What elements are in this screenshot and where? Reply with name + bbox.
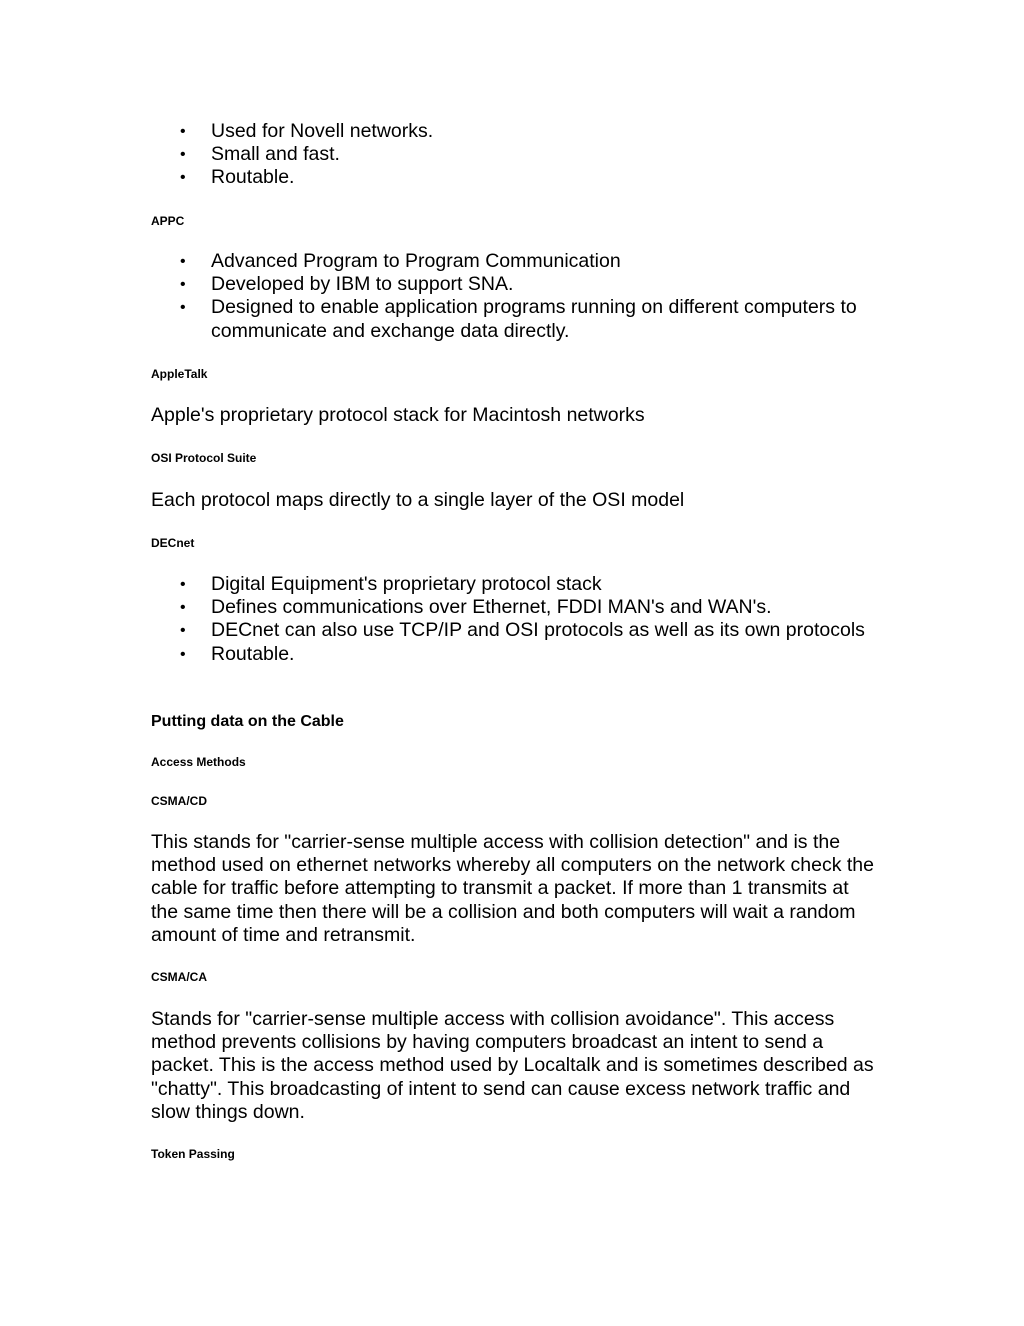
csma-ca-heading: CSMA/CA <box>151 970 207 984</box>
list-item: • Designed to enable application programs running on different computers to communicate and exchange data directly. <box>151 296 871 342</box>
list-item: • Small and fast. <box>151 143 871 166</box>
list-item: • Used for Novell networks. <box>151 120 871 143</box>
list-item: • Defines communications over Ethernet, FDDI MAN's and WAN's. <box>151 596 871 619</box>
decnet-bullet-list <box>151 573 891 666</box>
csma-cd-heading: CSMA/CD <box>151 794 207 808</box>
csma-ca-description: Stands for "carrier-sense multiple access with collision avoidance". This access method prevents collisions by having computers broadcast an intent to send a packet. This is the access method used by Localtalk and is sometimes described as "chatty". This broadcasting of intent to send can cause excess network traffic and slow things down. <box>151 1008 874 1123</box>
access-methods-heading: Access Methods <box>151 755 246 769</box>
decnet-heading: DECnet <box>151 536 195 550</box>
token-passing-heading: Token Passing <box>151 1147 235 1161</box>
list-item: • Routable. <box>151 643 871 666</box>
list-item: • Advanced Program to Program Communication <box>151 250 871 273</box>
appc-heading: APPC <box>151 214 185 228</box>
appletalk-description: Apple's proprietary protocol stack for Macintosh networks <box>151 404 645 426</box>
list-item: • Routable. <box>151 166 871 189</box>
ipx-bullet-list <box>151 120 891 190</box>
list-item: • Digital Equipment's proprietary protocol stack <box>151 573 871 596</box>
osi-description: Each protocol maps directly to a single layer of the OSI model <box>151 489 685 511</box>
list-item: • Developed by IBM to support SNA. <box>151 273 871 296</box>
appletalk-heading: AppleTalk <box>151 367 208 381</box>
csma-cd-description: This stands for "carrier-sense multiple access with collision detection" and is the method used on ethernet networks whereby all computers on the network check the cable for traffic before attempting to transmit a packet. If more than 1 transmits at the same time then there will be a collision and both computers will wait a random amount of time and retransmit. <box>151 831 874 946</box>
osi-heading: OSI Protocol Suite <box>151 451 257 465</box>
appc-bullet-list <box>151 250 891 343</box>
list-item: • DECnet can also use TCP/IP and OSI protocols as well as its own protocols <box>151 619 871 642</box>
putting-data-heading: Putting data on the Cable <box>151 713 344 730</box>
